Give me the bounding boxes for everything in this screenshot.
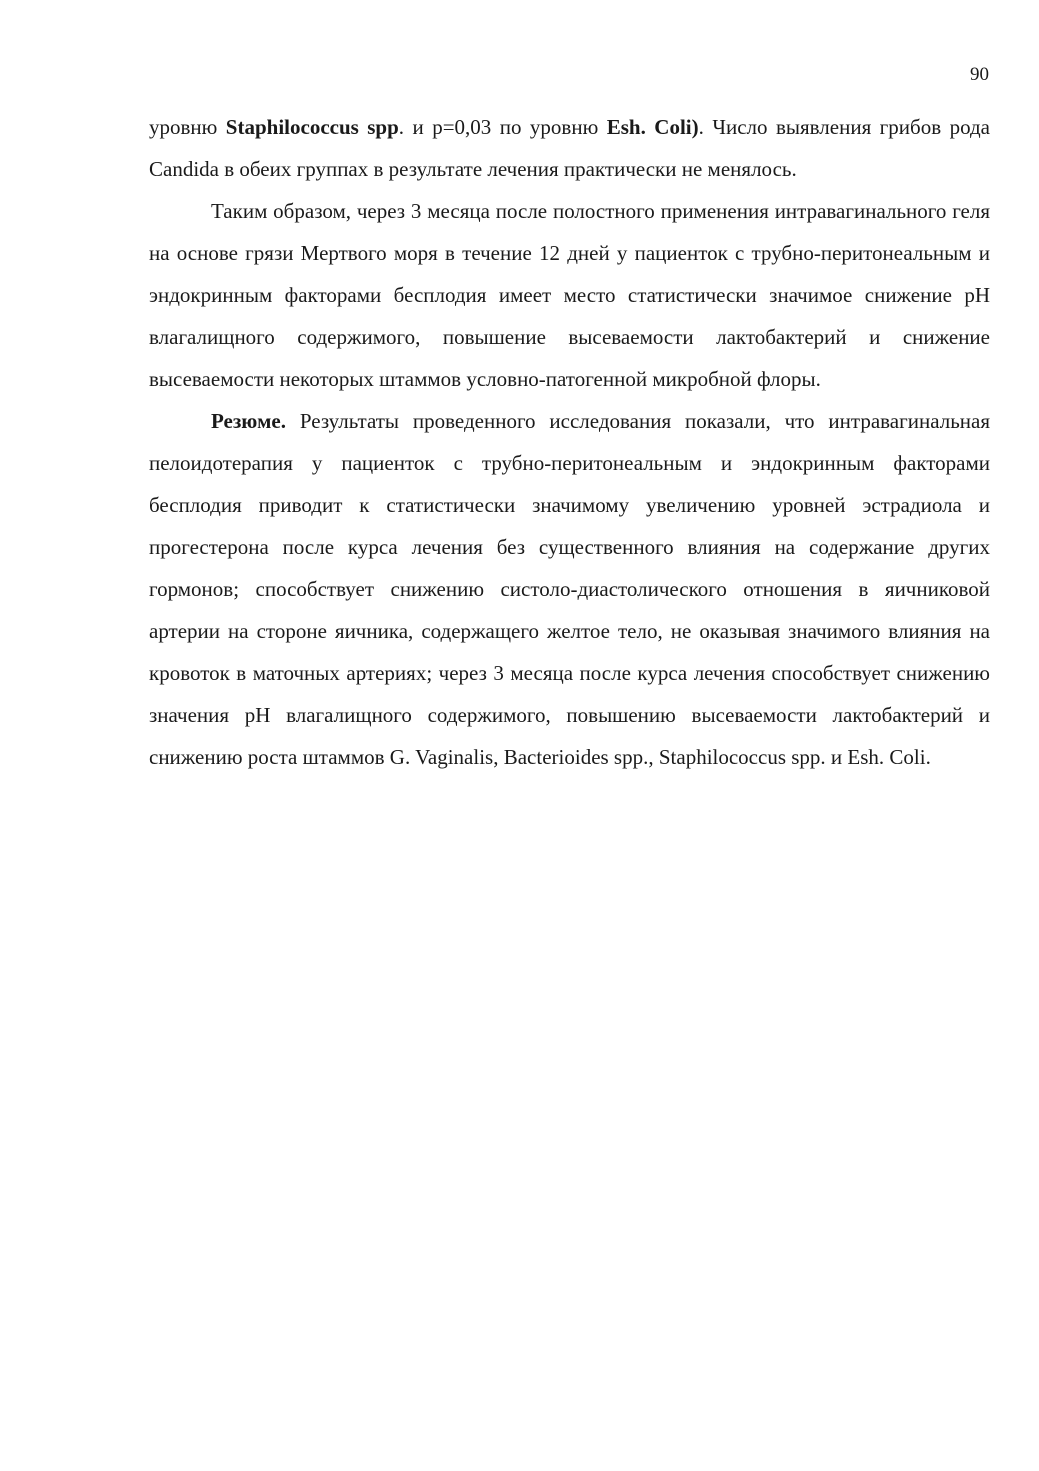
document-body [149,106,990,778]
paragraph-1-bold-staphilococcus: Staphilococcus spp [225,115,399,139]
paragraph-2-text: Таким образом, через 3 месяца после полостного применения интравагинального геля на основе грязи Мертвого моря в течение 12 дней у пациенток с трубно-перитонеальным и эндокринным факторами бесплодия имеет место статистически значимое снижение pH влагалищного содержимого, повышение высеваемости лактобактерий и снижение высеваемости некоторых штаммов условно-патогенной микробной флоры. [149,199,990,391]
page-number: 90 [970,64,989,85]
paragraph-2 [149,190,990,400]
paragraph-1-text-2: . и p=0,03 по уровню [398,115,607,139]
paragraph-1 [149,106,990,190]
paragraph-3-text: Результаты проведенного исследования показали, что интравагинальная пелоидотерапия у пациенток с трубно-перитонеальным и эндокринным факторами бесплодия приводит к статистически значимому увеличению уровней эстрадиола и прогестерона после курса лечения без существенного влияния на содержание других гормонов; способствует снижению систоло-диастолического отношения в яичниковой артерии на стороне яичника, содержащего желтое тело, не оказывая значимого влияния на кровоток в маточных артериях; через 3 месяца после курса лечения способствует снижению значения pH влагалищного содержимого, повышению высеваемости лактобактерий и снижению роста штаммов G. Vaginalis, Bacterioides spp., Staphilococcus spp. и Esh. Coli. [149,409,990,769]
paragraph-1-bold-esh-coli: Esh. Coli) [606,115,699,139]
summary-heading: Резюме. [211,409,286,433]
paragraph-1-text-3: . Число выявления грибов рода Candida в обеих группах в результате лечения практически не менялось. [149,115,990,181]
paragraph-3 [149,400,990,778]
paragraph-1-text-1: уровню [149,115,226,139]
